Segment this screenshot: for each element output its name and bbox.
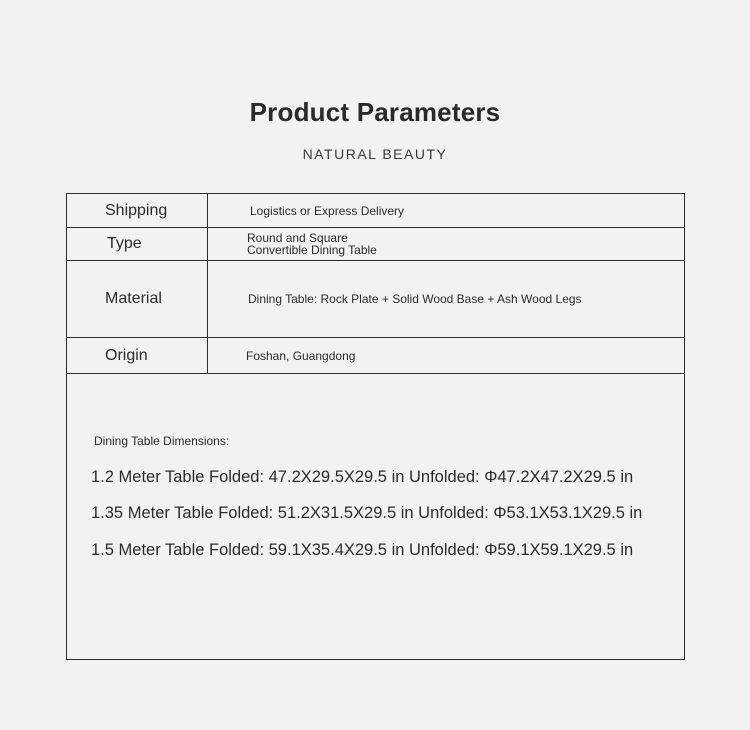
param-label: Material (105, 290, 162, 307)
brand-subtitle: NATURAL BEAUTY (302, 146, 448, 162)
param-value (247, 232, 377, 256)
dimension-line: 1.35 Meter Table Folded: 51.2X31.5X29.5 in Unfolded: Φ53.1X53.1X29.5 in (91, 504, 643, 522)
param-row-shipping (67, 194, 684, 228)
param-value-line: Convertible Dining Table (247, 243, 377, 257)
param-label: Type (107, 235, 142, 252)
parameters-table (66, 193, 685, 374)
param-value: Foshan, Guangdong (246, 348, 356, 363)
param-label: Origin (105, 346, 148, 364)
param-label: Shipping (105, 201, 168, 219)
page-title: Product Parameters (249, 97, 501, 127)
param-row-origin (67, 338, 684, 373)
dimension-line: 1.2 Meter Table Folded: 47.2X29.5X29.5 in Unfolded: Φ47.2X47.2X29.5 in (91, 468, 634, 486)
param-value-line: Round and Square (247, 231, 348, 245)
param-value: Dining Table: Rock Plate + Solid Wood Base + Ash Wood Legs (248, 292, 582, 306)
param-value: Logistics or Express Delivery (250, 203, 405, 218)
dimensions-panel (66, 373, 685, 660)
param-row-type (67, 228, 684, 261)
param-row-material (67, 261, 684, 338)
dimension-line: 1.5 Meter Table Folded: 59.1X35.4X29.5 in Unfolded: Φ59.1X59.1X29.5 in (91, 541, 634, 559)
dimensions-heading: Dining Table Dimensions: (94, 434, 230, 448)
